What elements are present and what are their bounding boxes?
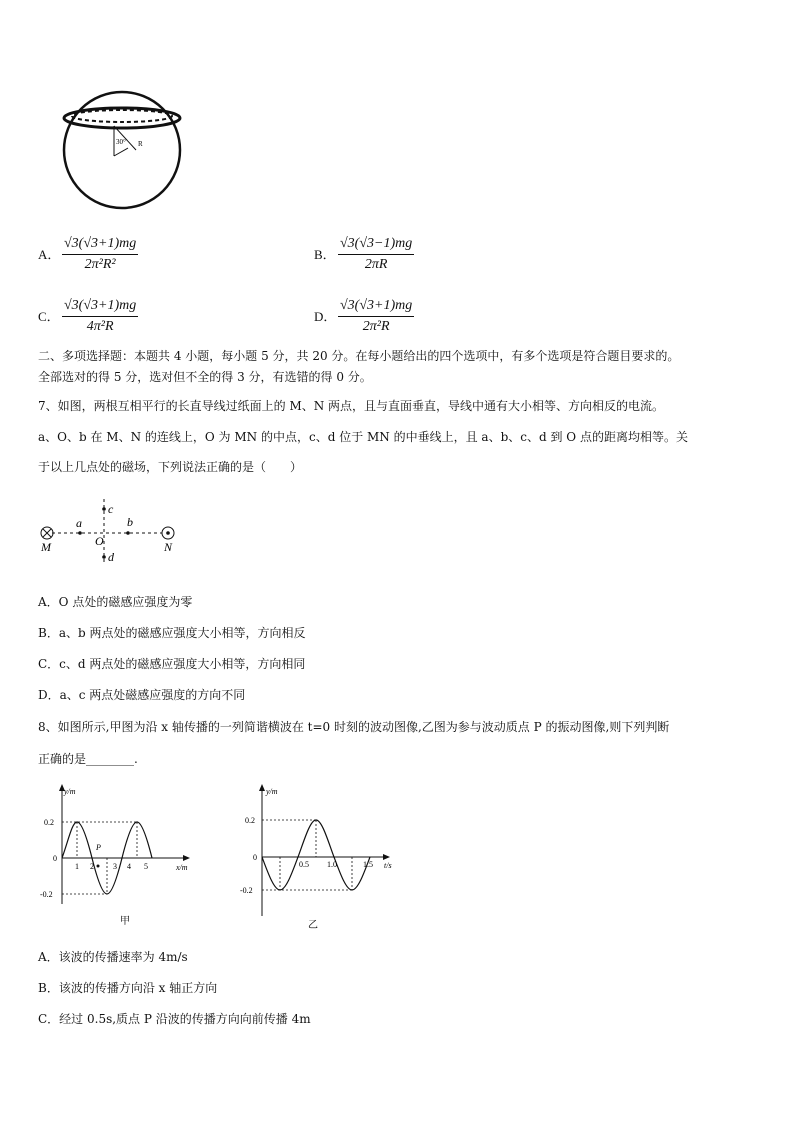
svg-text:t/s: t/s [384, 861, 392, 870]
q7-line1: 7、如图，两根互相平行的长直导线过纸面上的 M、N 两点，且与直面垂直，导线中通有大小相等、方向相反的电流。 [38, 399, 665, 413]
svg-text:1: 1 [75, 862, 79, 871]
q7-line2: a、O、b 在 M、N 的连线上，O 为 MN 的中点，c、d 位于 MN 的中垂线上，且 a、b、c、d 到 O 点的距离均相等。关 [38, 430, 688, 444]
svg-text:甲: 甲 [120, 916, 130, 927]
q7-option-b: B．a、b 两点处的磁感应强度大小相等，方向相反 [38, 626, 306, 640]
svg-text:y/m: y/m [64, 787, 76, 796]
q8-option-c: C．经过 0.5s,质点 P 沿波的传播方向向前传播 4m [38, 1012, 311, 1026]
svg-text:0: 0 [53, 854, 57, 863]
svg-text:1.0: 1.0 [327, 860, 337, 869]
svg-text:-0.2: -0.2 [240, 886, 253, 895]
svg-text:c: c [108, 502, 114, 516]
section2-line1: 二、多项选择题：本题共 4 小题，每小题 5 分，共 20 分。在每小题给出的四个选项中，有多个选项是符合题目要求的。 [38, 349, 680, 363]
svg-text:P: P [96, 843, 101, 852]
svg-text:0.2: 0.2 [44, 818, 54, 827]
q8-line2: 正确的是________. [38, 752, 138, 766]
svg-text:2: 2 [90, 862, 94, 871]
svg-text:b: b [127, 515, 133, 529]
magnetic-field-figure [34, 493, 186, 573]
q8-option-a: A．该波的传播速率为 4m/s [38, 950, 188, 964]
q7-line3: 于以上几点处的磁场，下列说法正确的是（ ） [38, 460, 303, 474]
svg-text:-0.2: -0.2 [40, 890, 53, 899]
q7-option-d: D．a、c 两点处磁感应强度的方向不同 [38, 688, 246, 702]
svg-text:4: 4 [127, 862, 131, 871]
section2-line2: 全部选对的得 5 分，选对但不全的得 3 分，有选错的得 0 分。 [38, 370, 372, 384]
q7-option-c: C．c、d 两点处的磁感应强度大小相等，方向相同 [38, 657, 306, 671]
angle-label: 30° [116, 138, 126, 146]
svg-text:x/m: x/m [176, 863, 188, 872]
svg-text:1.5: 1.5 [363, 860, 373, 869]
q8-line1: 8、如图所示,甲图为沿 x 轴传播的一列简谐横波在 t=0 时刻的波动图像,乙图为参与波动质点 P 的振动图像,则下列判断 [38, 720, 670, 734]
wave-graph-jia [36, 784, 196, 934]
svg-text:d: d [108, 550, 114, 564]
svg-text:M: M [41, 540, 51, 554]
svg-text:3: 3 [113, 862, 117, 871]
svg-text:乙: 乙 [308, 920, 318, 931]
sphere-figure [58, 82, 186, 210]
svg-text:N: N [164, 540, 173, 554]
svg-text:0.2: 0.2 [245, 816, 255, 825]
svg-text:y/m: y/m [266, 787, 278, 796]
q8-option-b: B．该波的传播方向沿 x 轴正方向 [38, 981, 218, 995]
svg-text:5: 5 [144, 862, 148, 871]
vibration-graph-yi [236, 784, 406, 934]
radius-label: R [138, 140, 143, 148]
q7-option-a: A．O 点处的磁感应强度为零 [38, 595, 193, 609]
svg-text:a: a [76, 516, 82, 530]
svg-text:O: O [95, 534, 104, 548]
svg-text:0: 0 [253, 853, 257, 862]
svg-text:0.5: 0.5 [299, 860, 309, 869]
